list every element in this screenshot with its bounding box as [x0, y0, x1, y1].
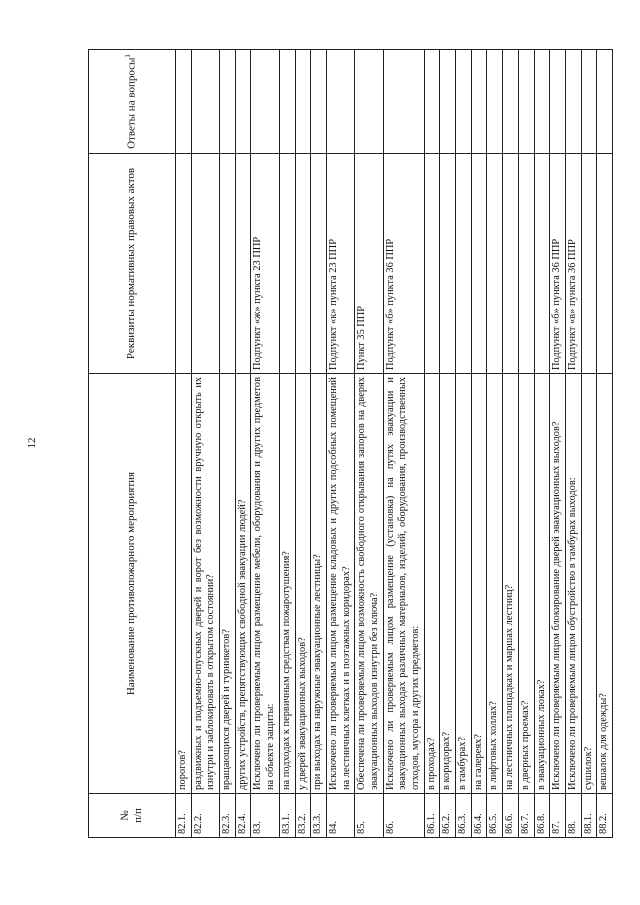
- row-number: 88.1.: [581, 794, 597, 838]
- table-row: [518, 50, 534, 838]
- row-number: 88.: [565, 794, 581, 838]
- row-answer-cell[interactable]: [534, 50, 550, 154]
- header-number-abbrev: п/п: [132, 808, 144, 823]
- row-measure-text: в дверных проемах?: [518, 374, 534, 794]
- table-row: [424, 50, 440, 838]
- row-measure-text: Исключено ли проверяемым лицом размещение мебели, оборудования и других предметов на объекте защиты:: [251, 374, 279, 794]
- row-answer-cell[interactable]: [440, 50, 456, 154]
- row-number: 86.3.: [456, 794, 472, 838]
- row-number: 85.: [355, 794, 383, 838]
- row-legal-requisite: [295, 154, 311, 374]
- row-legal-requisite: [424, 154, 440, 374]
- row-measure-text: Обеспечена ли проверяемым лицом возможность свободного открывания запоров на дверях эвакуационных выходов изнутри без ключа?: [355, 374, 383, 794]
- row-number: 82.4.: [235, 794, 251, 838]
- row-measure-text: в тамбурах?: [456, 374, 472, 794]
- row-answer-cell[interactable]: [176, 50, 192, 154]
- row-measure-text: сушилок?: [581, 374, 597, 794]
- row-number: 86.1.: [424, 794, 440, 838]
- row-measure-text: в коридорах?: [440, 374, 456, 794]
- row-answer-cell[interactable]: [550, 50, 566, 154]
- row-answer-cell[interactable]: [220, 50, 236, 154]
- table-row: [550, 50, 566, 838]
- row-answer-cell[interactable]: [235, 50, 251, 154]
- row-number: 82.3.: [220, 794, 236, 838]
- row-measure-text: на подходах к первичным средствам пожаротушения?: [279, 374, 295, 794]
- row-answer-cell[interactable]: [383, 50, 424, 154]
- table-row: [191, 50, 219, 838]
- row-legal-requisite: [503, 154, 519, 374]
- row-measure-text: Исключено ли проверяемым лицом блокирование дверей эвакуационных выходов?: [550, 374, 566, 794]
- table-row: [456, 50, 472, 838]
- row-measure-text: вешалок для одежды?: [597, 374, 613, 794]
- row-number: 86.8.: [534, 794, 550, 838]
- row-measure-text: в эвакуационных люках?: [534, 374, 550, 794]
- row-legal-requisite: [176, 154, 192, 374]
- row-answer-cell[interactable]: [518, 50, 534, 154]
- row-measure-text: Исключено ли проверяемым лицом размещение кладовых и других подсобных помещений на лестничных клетках и в поэтажных коридорах?: [326, 374, 354, 794]
- row-legal-requisite: [597, 154, 613, 374]
- row-answer-cell[interactable]: [326, 50, 354, 154]
- row-number: 82.1.: [176, 794, 192, 838]
- row-legal-requisite: [471, 154, 487, 374]
- row-legal-requisite: Пункт 35 ППР: [355, 154, 383, 374]
- row-legal-requisite: Подпункт «к» пункта 23 ППР: [326, 154, 354, 374]
- row-legal-requisite: [440, 154, 456, 374]
- row-answer-cell[interactable]: [279, 50, 295, 154]
- row-measure-text: на лестничных площадках и маршах лестниц?: [503, 374, 519, 794]
- table-row: [311, 50, 327, 838]
- table-row: [176, 50, 192, 838]
- table-row: [534, 50, 550, 838]
- table-row: [279, 50, 295, 838]
- row-answer-cell[interactable]: [471, 50, 487, 154]
- table-row: [326, 50, 354, 838]
- row-answer-cell[interactable]: [456, 50, 472, 154]
- row-legal-requisite: Подпункт «б» пункта 36 ППР: [383, 154, 424, 374]
- row-measure-text: в лифтовых холлах?: [487, 374, 503, 794]
- row-number: 84.: [326, 794, 354, 838]
- table-body: [176, 50, 613, 838]
- row-measure-text: вращающихся дверей и турникетов?: [220, 374, 236, 794]
- table-row: [581, 50, 597, 838]
- table-header-row: [89, 50, 176, 838]
- header-legal-requisites: Реквизиты нормативных правовых актов: [89, 154, 176, 374]
- row-number: 83.3.: [311, 794, 327, 838]
- row-answer-cell[interactable]: [191, 50, 219, 154]
- table-row: [220, 50, 236, 838]
- row-number: 83.1.: [279, 794, 295, 838]
- row-legal-requisite: [456, 154, 472, 374]
- row-measure-text: Исключено ли проверяемым лицом обустройство в тамбурах выходов:: [565, 374, 581, 794]
- row-answer-cell[interactable]: [581, 50, 597, 154]
- row-answer-cell[interactable]: [565, 50, 581, 154]
- row-number: 83.2.: [295, 794, 311, 838]
- row-number: 86.5.: [487, 794, 503, 838]
- table-row: [440, 50, 456, 838]
- row-legal-requisite: Подпункт «ж» пункта 23 ППР: [251, 154, 279, 374]
- row-measure-text: Исключено ли проверяемым лицом размещение (установка) на путях эвакуации и эвакуационных выходах различных материалов, изделий, оборудования, производственных отходов, мусора и других предметов:: [383, 374, 424, 794]
- header-answers: [89, 50, 176, 154]
- fire-safety-checklist-table: [88, 49, 613, 838]
- row-legal-requisite: [581, 154, 597, 374]
- row-answer-cell[interactable]: [251, 50, 279, 154]
- table-row: [503, 50, 519, 838]
- row-number: 86.6.: [503, 794, 519, 838]
- row-legal-requisite: [311, 154, 327, 374]
- row-legal-requisite: [220, 154, 236, 374]
- table-row: [597, 50, 613, 838]
- row-legal-requisite: [279, 154, 295, 374]
- header-measure-name: Наименование противопожарного мероприятия: [89, 374, 176, 794]
- row-answer-cell[interactable]: [424, 50, 440, 154]
- table-row: [251, 50, 279, 838]
- row-number: 83.: [251, 794, 279, 838]
- table-row: [471, 50, 487, 838]
- row-legal-requisite: Подпункт «б» пункта 36 ППР: [550, 154, 566, 374]
- row-answer-cell[interactable]: [487, 50, 503, 154]
- header-answers-text: Ответы на вопросы: [126, 57, 139, 149]
- row-measure-text: раздвижных и подъемно-опускных дверей и ворот без возможности вручную открыть их изнутри и заблокировать в открытом состоянии?: [191, 374, 219, 794]
- row-answer-cell[interactable]: [355, 50, 383, 154]
- page-number: 12: [26, 437, 38, 449]
- row-number: 82.2.: [191, 794, 219, 838]
- row-answer-cell[interactable]: [503, 50, 519, 154]
- row-measure-text: при выходах на наружные эвакуационные лестницы?: [311, 374, 327, 794]
- header-number: [89, 794, 176, 838]
- row-number: 86.7.: [518, 794, 534, 838]
- row-legal-requisite: [235, 154, 251, 374]
- row-measure-text: порогов?: [176, 374, 192, 794]
- row-legal-requisite: [487, 154, 503, 374]
- table-row: [487, 50, 503, 838]
- row-measure-text: в проходах?: [424, 374, 440, 794]
- row-legal-requisite: Подпункт «в» пункта 36 ППР: [565, 154, 581, 374]
- table-row: [235, 50, 251, 838]
- table-row: [383, 50, 424, 838]
- row-answer-cell[interactable]: [295, 50, 311, 154]
- row-number: 88.2.: [597, 794, 613, 838]
- row-number: 86.2.: [440, 794, 456, 838]
- header-number-symbol: №: [118, 810, 131, 821]
- table-row: [565, 50, 581, 838]
- row-measure-text: у дверей эвакуационных выходов?: [295, 374, 311, 794]
- row-measure-text: других устройств, препятствующих свободной эвакуации людей?: [235, 374, 251, 794]
- rotated-page-content: [88, 50, 610, 838]
- table-row: [295, 50, 311, 838]
- row-legal-requisite: [518, 154, 534, 374]
- row-number: 86.4.: [471, 794, 487, 838]
- row-number: 87.: [550, 794, 566, 838]
- row-measure-text: на галереях?: [471, 374, 487, 794]
- header-answers-footnote: 1: [124, 54, 133, 58]
- row-legal-requisite: [191, 154, 219, 374]
- table-row: [355, 50, 383, 838]
- row-legal-requisite: [534, 154, 550, 374]
- row-answer-cell[interactable]: [597, 50, 613, 154]
- row-answer-cell[interactable]: [311, 50, 327, 154]
- row-number: 86.: [383, 794, 424, 838]
